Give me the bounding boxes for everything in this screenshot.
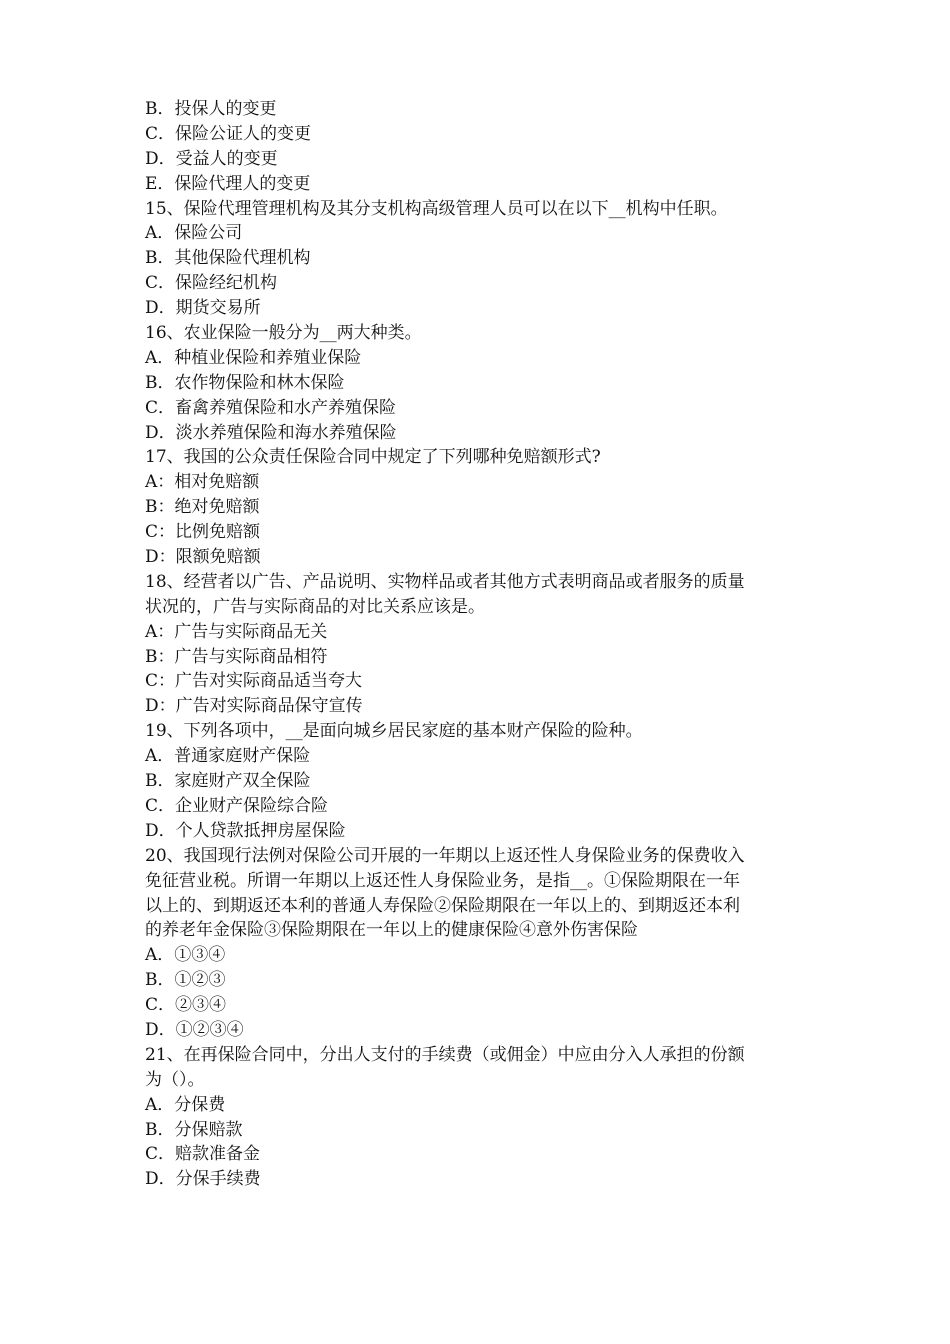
text-line: C：广告对实际商品适当夸大 (145, 671, 363, 692)
text-line: D．分保手续费 (145, 1169, 261, 1190)
text-line: 免征营业税。所谓一年期以上返还性人身保险业务，是指__。①保险期限在一年 (145, 870, 740, 891)
text-line: B．分保赔款 (145, 1119, 243, 1140)
text-line: C．保险经纪机构 (145, 273, 278, 294)
document-body (145, 97, 825, 1192)
text-line: D．个人贷款抵押房屋保险 (145, 820, 346, 841)
text-line: C：比例免赔额 (145, 522, 261, 543)
text-line: 以上的、到期返还本利的普通人寿保险②保险期限在一年以上的、到期返还本利 (145, 895, 740, 916)
text-line: A：广告与实际商品无关 (145, 621, 328, 642)
text-line: B．①②③ (145, 970, 226, 991)
text-line: 为（）。 (145, 1069, 205, 1090)
question-19: 19、下列各项中，__是面向城乡居民家庭的基本财产保险的险种。 (145, 721, 643, 742)
text-line: 状况的，广告与实际商品的对比关系应该是。 (145, 596, 485, 617)
text-line: B．农作物保险和林木保险 (145, 372, 345, 393)
question-20: 20、我国现行法例对保险公司开展的一年期以上返还性人身保险业务的保费收入 (145, 845, 745, 866)
text-line: B：绝对免赔额 (145, 497, 260, 518)
text-line: A．分保费 (145, 1094, 226, 1115)
text-line: D：限额免赔额 (145, 547, 261, 568)
text-line: A．种植业保险和养殖业保险 (145, 347, 362, 368)
text-line: C．畜禽养殖保险和水产养殖保险 (145, 397, 397, 418)
text-line: D：广告对实际商品保守宣传 (145, 696, 363, 717)
text-line: C．保险公证人的变更 (145, 123, 312, 144)
text-line: A．保险公司 (145, 223, 243, 244)
question-16: 16、农业保险一般分为__两大种类。 (145, 323, 422, 344)
text-line: C．赔款准备金 (145, 1144, 261, 1165)
question-21: 21、在再保险合同中，分出人支付的手续费（或佣金）中应由分入人承担的份额 (145, 1044, 745, 1065)
question-17: 17、我国的公众责任保险合同中规定了下列哪种免赔额形式? (145, 447, 601, 468)
text-line: B．投保人的变更 (145, 99, 277, 119)
text-line: A．①③④ (145, 945, 226, 966)
text-line: D．期货交易所 (145, 298, 261, 319)
question-18: 18、经营者以广告、产品说明、实物样品或者其他方式表明商品或者服务的质量 (145, 571, 745, 592)
text-line: B．其他保险代理机构 (145, 248, 311, 269)
text-line: C．企业财产保险综合险 (145, 795, 329, 816)
text-line: E．保险代理人的变更 (145, 173, 311, 194)
text-line: A．普通家庭财产保险 (145, 746, 311, 767)
text-line: C．②③④ (145, 995, 227, 1016)
question-15: 15、保险代理管理机构及其分支机构高级管理人员可以在以下__机构中任职。 (145, 198, 728, 219)
text-line: B：广告与实际商品相符 (145, 646, 328, 667)
text-line: D．淡水养殖保险和海水养殖保险 (145, 422, 397, 443)
text-line: B．家庭财产双全保险 (145, 771, 311, 792)
text-line: D．①②③④ (145, 1019, 244, 1040)
text-line: 的养老年金保险③保险期限在一年以上的健康保险④意外伤害保险 (145, 920, 638, 941)
text-line: D．受益人的变更 (145, 148, 278, 169)
text-line: A：相对免赔额 (145, 472, 260, 493)
